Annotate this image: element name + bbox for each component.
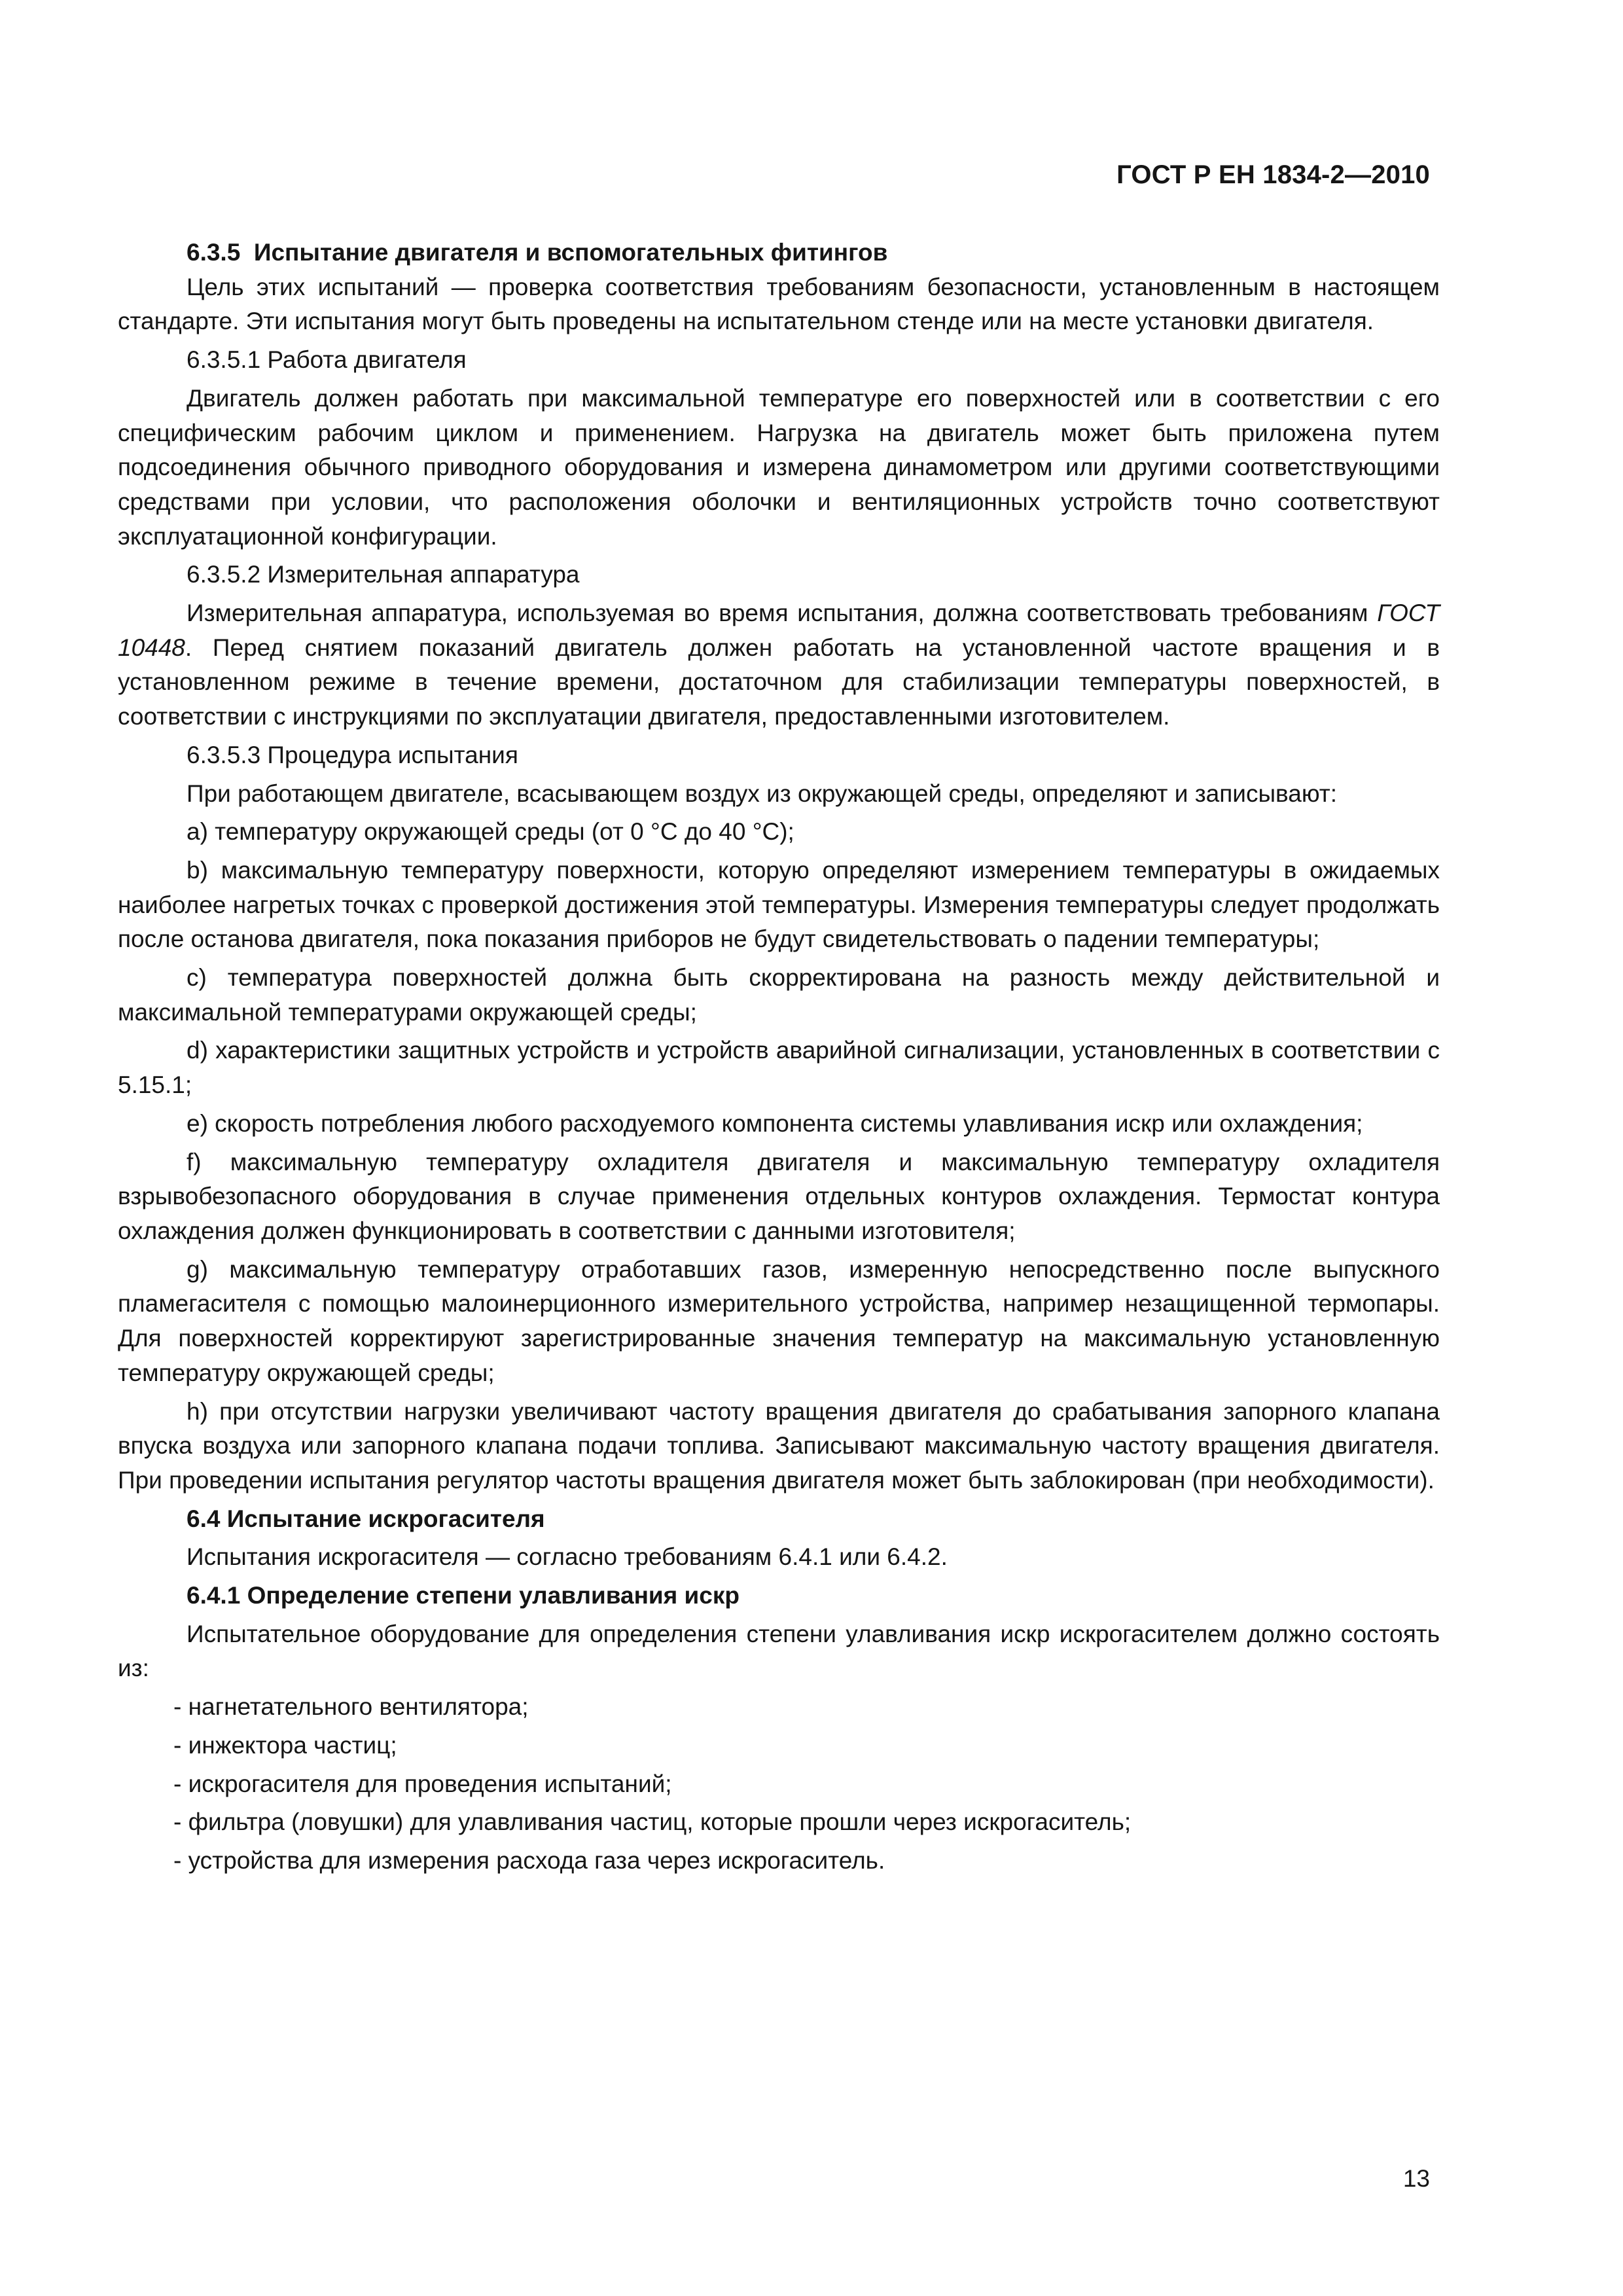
section-number: 6.3.5 <box>187 239 241 266</box>
document-id: ГОСТ Р ЕН 1834-2—2010 <box>1116 160 1430 189</box>
subsection-6-4-1-text: Испытательное оборудование для определения степени улавливания искр искрогасителем должно состоять из: <box>118 1620 1440 1682</box>
subsection-6-3-5-2-title: 6.3.5.2 Измерительная аппаратура <box>187 561 580 588</box>
list-item-g: g) максимальную температуру отработавших газов, измеренную непосредственно после выпускного пламегасителя с помощью малоинерционного измерительного устройства, например незащищенной термопары. Для поверхностей корректируют зарегистрированные значения температур на максимальную установленную температуру окружающей среды; <box>118 1255 1440 1386</box>
page-body <box>118 236 1440 1878</box>
equipment-list-item: - нагнетательного вентилятора; <box>173 1693 529 1721</box>
list-item-c: c) температура поверхностей должна быть скорректирована на разность между действительной и максимальной температурами окружающей среды; <box>118 964 1440 1026</box>
subsection-6-3-5-2-text <box>118 596 1440 734</box>
subsection-6-3-5-3-text: При работающем двигателе, всасывающем воздух из окружающей среды, определяют и записывают: <box>187 780 1338 807</box>
subsection-6-4-1-heading: 6.4.1 Определение степени улавливания искр <box>187 1582 740 1609</box>
section-title: Испытание двигателя и вспомогательных фитингов <box>253 239 888 266</box>
list-item-b: b) максимальную температуру поверхности, которую определяют измерением температуры в ожидаемых наиболее нагретых точках с проверкой достижения этой температуры. Измерения температуры следует продолжать после останова двигателя, пока показания приборов не будут свидетельствовать о падении температуры; <box>118 856 1440 953</box>
list-item-e: e) скорость потребления любого расходуемого компонента системы улавливания искр или охлаждения; <box>187 1109 1363 1137</box>
subsection-6-3-5-3-title: 6.3.5.3 Процедура испытания <box>187 741 518 768</box>
list-item-f: f) максимальную температуру охладителя двигателя и максимальную температуру охладителя взрывобезопасного оборудования в случае применения отдельных контуров охлаждения. Термостат контура охлаждения должен функционировать в соответствии с данными изготовителя; <box>118 1148 1440 1244</box>
section-6-3-5-heading <box>118 236 1440 270</box>
list-item-a: a) температуру окружающей среды (от 0 °С до 40 °С); <box>187 818 794 846</box>
page-number: 13 <box>1402 2165 1430 2192</box>
list-item-h: h) при отсутствии нагрузки увеличивают частоту вращения двигателя до срабатывания запорного клапана впуска воздуха или запорного клапана подачи топлива. Записывают максимальную частоту вращения двигателя. При проведении испытания регулятор частоты вращения двигателя может быть заблокирован (при необходимости). <box>118 1397 1440 1494</box>
text-part: . Перед снятием показаний двигатель должен работать на установленной частоте вращения и в установленном режиме в течение времени, достаточном для стабилизации температуры поверхностей, в соответствии с инструкциями по эксплуатации двигателя, предоставленными изготовителем. <box>118 634 1440 730</box>
subsection-6-3-5-1-title: 6.3.5.1 Работа двигателя <box>187 346 467 374</box>
section-6-4-text: Испытания искрогасителя — согласно требованиям 6.4.1 или 6.4.2. <box>187 1543 948 1571</box>
equipment-list-item: - устройства для измерения расхода газа через искрогаситель. <box>173 1846 885 1874</box>
text-part: Измерительная аппаратура, используемая во время испытания, должна соответствовать требованиям <box>187 600 1378 627</box>
section-6-4-heading: 6.4 Испытание искрогасителя <box>187 1505 545 1532</box>
section-6-3-5-intro: Цель этих испытаний — проверка соответствия требованиям безопасности, установленным в настоящем стандарте. Эти испытания могут быть проведены на испытательном стенде или на месте установки двигателя. <box>118 273 1440 335</box>
equipment-list-item: - инжектора частиц; <box>173 1731 397 1759</box>
subsection-6-3-5-1-text: Двигатель должен работать при максимальной температуре его поверхностей или в соответствии с его специфическим рабочим циклом и применением. Нагрузка на двигатель может быть приложена путем подсоединения обычного приводного оборудования и измерена динамометром или другими соответствующими средствами при условии, что расположения оболочки и вентиляционных устройств точно соответствуют эксплуатационной конфигурации. <box>118 384 1440 550</box>
equipment-list-item: - искрогасителя для проведения испытаний; <box>173 1770 672 1797</box>
equipment-list-item: - фильтра (ловушки) для улавливания частиц, которые прошли через искрогаситель; <box>173 1808 1132 1836</box>
standard-reference: ГОСТ 10448 <box>118 600 1440 661</box>
list-item-d: d) характеристики защитных устройств и устройств аварийной сигнализации, установленных в соответствии с 5.15.1; <box>118 1037 1440 1099</box>
